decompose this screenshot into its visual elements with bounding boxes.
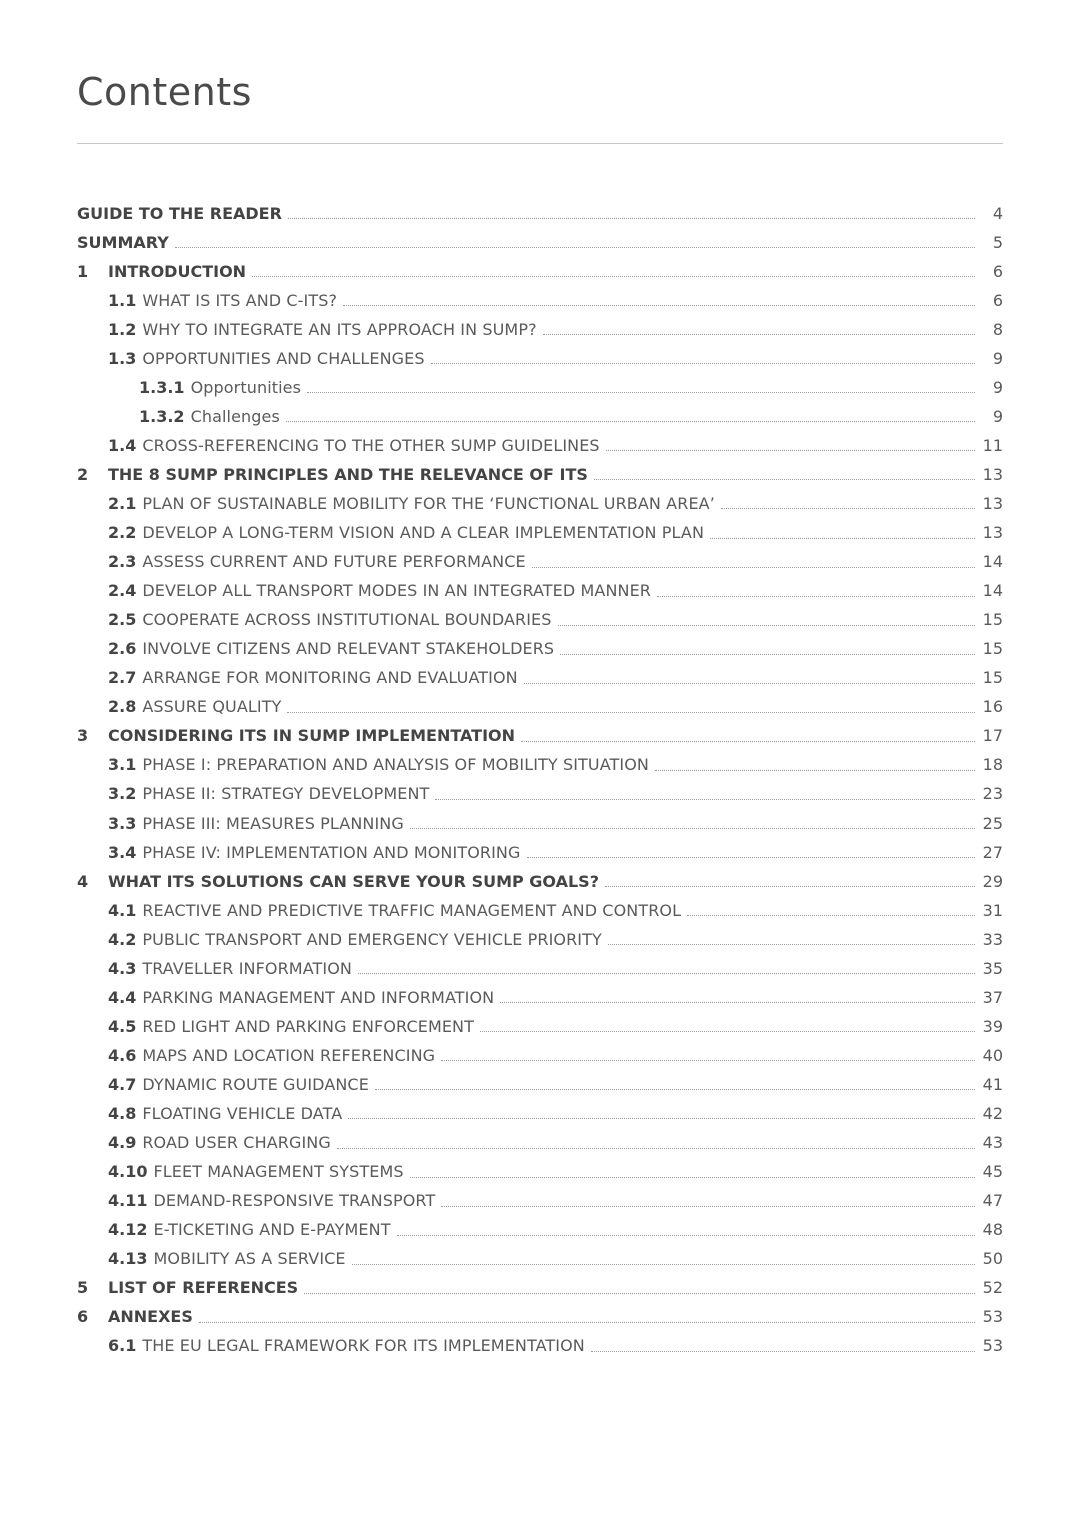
toc-entry-label: THE EU LEGAL FRAMEWORK FOR ITS IMPLEMENTATION (142, 1336, 585, 1356)
toc-entry-label: ROAD USER CHARGING (142, 1133, 331, 1153)
toc-entry[interactable] (77, 548, 1003, 577)
toc-page-number: 8 (992, 319, 1003, 339)
toc-section-number: 2.5 (108, 610, 137, 630)
dot-leader (431, 363, 975, 364)
toc-page-number: 13 (982, 464, 1003, 484)
toc-entry[interactable] (77, 664, 1003, 693)
toc-page-number: 29 (982, 871, 1003, 891)
toc-page-number: 18 (982, 755, 1003, 775)
dot-leader (558, 625, 975, 626)
dot-leader (606, 450, 975, 451)
toc-page-number: 41 (982, 1074, 1003, 1094)
toc-section-number: 4.6 (108, 1045, 137, 1065)
toc-section-number: 2.7 (108, 668, 137, 688)
toc-entry[interactable] (77, 925, 1003, 954)
toc-entry[interactable] (77, 838, 1003, 867)
dot-leader (307, 392, 975, 393)
toc-section-number: 4.11 (108, 1191, 148, 1211)
toc-entry[interactable] (77, 1099, 1003, 1128)
title-divider (77, 143, 1003, 144)
toc-page-number: 27 (982, 842, 1003, 862)
toc-entry-label: PLAN OF SUSTAINABLE MOBILITY FOR THE ‘FUNCTIONAL URBAN AREA’ (142, 493, 715, 513)
toc-page-number: 14 (982, 581, 1003, 601)
dot-leader (441, 1206, 975, 1207)
toc-page-number: 43 (982, 1133, 1003, 1153)
toc-page-number: 4 (992, 203, 1003, 223)
toc-section-number: 3.2 (108, 784, 137, 804)
dot-leader (199, 1322, 975, 1323)
dot-leader (500, 1002, 975, 1003)
toc-entry[interactable] (77, 1158, 1003, 1187)
table-of-contents (77, 199, 1003, 1361)
toc-entry[interactable] (77, 228, 1003, 257)
toc-page-number: 50 (982, 1249, 1003, 1269)
toc-entry-label: WHAT IS ITS AND C-ITS? (142, 290, 338, 310)
toc-chapter-number: 5 (77, 1278, 89, 1298)
toc-section-number: 1.4 (108, 435, 137, 455)
toc-page-number: 39 (982, 1016, 1003, 1036)
toc-section-number: 6.1 (108, 1336, 137, 1356)
dot-leader (175, 247, 975, 248)
toc-page-number: 15 (982, 639, 1003, 659)
toc-entry[interactable] (77, 722, 1003, 751)
toc-entry[interactable] (77, 577, 1003, 606)
toc-entry-label: PHASE III: MEASURES PLANNING (142, 813, 404, 833)
toc-page-number: 6 (992, 290, 1003, 310)
toc-page-number: 37 (982, 987, 1003, 1007)
toc-entry[interactable] (77, 693, 1003, 722)
toc-page-number: 45 (982, 1162, 1003, 1182)
toc-entry-label: WHAT ITS SOLUTIONS CAN SERVE YOUR SUMP GOALS? (108, 871, 599, 891)
toc-entry-label: ASSESS CURRENT AND FUTURE PERFORMANCE (142, 552, 526, 572)
toc-section-number: 2.3 (108, 552, 137, 572)
toc-page-number: 13 (982, 523, 1003, 543)
toc-entry[interactable] (77, 809, 1003, 838)
dot-leader (721, 508, 975, 509)
toc-entry-label: THE 8 SUMP PRINCIPLES AND THE RELEVANCE OF ITS (108, 464, 588, 484)
dot-leader (358, 973, 975, 974)
dot-leader (435, 799, 975, 800)
dot-leader (710, 538, 975, 539)
toc-section-number: 3.1 (108, 755, 137, 775)
toc-entry[interactable] (77, 315, 1003, 344)
toc-entry[interactable] (77, 1216, 1003, 1245)
dot-leader (375, 1089, 975, 1090)
toc-page-number: 53 (982, 1336, 1003, 1356)
toc-entry[interactable] (77, 402, 1003, 431)
dot-leader (655, 770, 975, 771)
dot-leader (343, 305, 975, 306)
toc-entry[interactable] (77, 373, 1003, 402)
toc-entry-label: TRAVELLER INFORMATION (142, 958, 352, 978)
toc-entry-label: INVOLVE CITIZENS AND RELEVANT STAKEHOLDERS (142, 639, 555, 659)
toc-entry-label: CONSIDERING ITS IN SUMP IMPLEMENTATION (108, 726, 516, 746)
toc-chapter-number: 3 (77, 726, 89, 746)
toc-page-number: 35 (982, 958, 1003, 978)
toc-entry-label: DEVELOP A LONG-TERM VISION AND A CLEAR IMPLEMENTATION PLAN (142, 523, 705, 543)
toc-entry-label: MOBILITY AS A SERVICE (153, 1249, 346, 1269)
toc-entry[interactable] (77, 1245, 1003, 1274)
toc-entry-label: Opportunities (190, 377, 302, 397)
toc-section-number: 2.6 (108, 639, 137, 659)
toc-page-number: 33 (982, 929, 1003, 949)
toc-page-number: 47 (982, 1191, 1003, 1211)
toc-section-number: 3.4 (108, 842, 137, 862)
toc-entry[interactable] (77, 257, 1003, 286)
dot-leader (524, 683, 975, 684)
toc-page-number: 11 (982, 435, 1003, 455)
toc-entry-label: REACTIVE AND PREDICTIVE TRAFFIC MANAGEMENT AND CONTROL (142, 900, 682, 920)
dot-leader (594, 479, 975, 480)
toc-entry-label: FLOATING VEHICLE DATA (142, 1103, 343, 1123)
toc-entry[interactable] (77, 896, 1003, 925)
toc-entry[interactable] (77, 431, 1003, 460)
toc-section-number: 1.1 (108, 290, 137, 310)
toc-entry-label: OPPORTUNITIES AND CHALLENGES (142, 348, 425, 368)
toc-section-number: 1.3.2 (139, 406, 185, 426)
toc-entry-label: DEMAND-RESPONSIVE TRANSPORT (153, 1191, 436, 1211)
toc-entry[interactable] (77, 1332, 1003, 1361)
dot-leader (304, 1293, 975, 1294)
dot-leader (337, 1148, 975, 1149)
dot-leader (441, 1060, 975, 1061)
toc-page-number: 40 (982, 1045, 1003, 1065)
toc-entry[interactable] (77, 780, 1003, 809)
toc-entry-label: WHY TO INTEGRATE AN ITS APPROACH IN SUMP? (142, 319, 537, 339)
toc-section-number: 4.7 (108, 1074, 137, 1094)
dot-leader (252, 276, 975, 277)
toc-entry[interactable] (77, 1041, 1003, 1070)
toc-page-number: 42 (982, 1103, 1003, 1123)
toc-section-number: 2.2 (108, 523, 137, 543)
toc-page-number: 48 (982, 1220, 1003, 1240)
toc-page-number: 5 (992, 232, 1003, 252)
toc-entry-label: ANNEXES (108, 1307, 193, 1327)
dot-leader (657, 596, 975, 597)
toc-entry-label: PHASE I: PREPARATION AND ANALYSIS OF MOBILITY SITUATION (142, 755, 649, 775)
toc-entry-label: E-TICKETING AND E-PAYMENT (153, 1220, 391, 1240)
dot-leader (410, 828, 975, 829)
toc-page-number: 14 (982, 552, 1003, 572)
toc-section-number: 1.3.1 (139, 377, 185, 397)
toc-entry[interactable] (77, 606, 1003, 635)
toc-page-number: 9 (992, 377, 1003, 397)
dot-leader (521, 741, 975, 742)
dot-leader (288, 218, 975, 219)
toc-entry[interactable] (77, 867, 1003, 896)
toc-entry-label: DEVELOP ALL TRANSPORT MODES IN AN INTEGRATED MANNER (142, 581, 652, 601)
toc-entry-label: PHASE II: STRATEGY DEVELOPMENT (142, 784, 430, 804)
toc-chapter-number: 2 (77, 464, 89, 484)
toc-section-number: 4.10 (108, 1162, 148, 1182)
toc-entry-label: LIST OF REFERENCES (108, 1278, 299, 1298)
toc-page-number: 6 (992, 261, 1003, 281)
toc-page-number: 17 (982, 726, 1003, 746)
toc-entry-label: GUIDE TO THE READER (77, 203, 282, 223)
toc-section-number: 4.12 (108, 1220, 148, 1240)
toc-entry-label: COOPERATE ACROSS INSTITUTIONAL BOUNDARIES (142, 610, 552, 630)
toc-entry[interactable] (77, 286, 1003, 315)
toc-entry[interactable] (77, 489, 1003, 518)
toc-chapter-number: 1 (77, 261, 89, 281)
toc-entry[interactable] (77, 460, 1003, 489)
toc-page-number: 52 (982, 1278, 1003, 1298)
dot-leader (287, 712, 975, 713)
toc-section-number: 2.8 (108, 697, 137, 717)
toc-section-number: 4.4 (108, 987, 137, 1007)
toc-entry-label: PUBLIC TRANSPORT AND EMERGENCY VEHICLE PRIORITY (142, 929, 602, 949)
toc-page-number: 31 (982, 900, 1003, 920)
toc-page-number: 16 (982, 697, 1003, 717)
toc-chapter-number: 6 (77, 1307, 89, 1327)
toc-section-number: 4.2 (108, 929, 137, 949)
toc-entry-label: MAPS AND LOCATION REFERENCING (142, 1045, 436, 1065)
toc-page-number: 9 (992, 348, 1003, 368)
dot-leader (543, 334, 975, 335)
dot-leader (527, 857, 976, 858)
toc-entry[interactable] (77, 1012, 1003, 1041)
toc-entry[interactable] (77, 954, 1003, 983)
dot-leader (560, 654, 975, 655)
toc-entry-label: PHASE IV: IMPLEMENTATION AND MONITORING (142, 842, 521, 862)
dot-leader (410, 1177, 975, 1178)
toc-page-number: 53 (982, 1307, 1003, 1327)
toc-section-number: 1.3 (108, 348, 137, 368)
toc-entry[interactable] (77, 519, 1003, 548)
page-title: Contents (77, 70, 252, 114)
toc-section-number: 4.9 (108, 1133, 137, 1153)
toc-entry[interactable] (77, 1129, 1003, 1158)
toc-entry[interactable] (77, 983, 1003, 1012)
toc-entry-label: ASSURE QUALITY (142, 697, 282, 717)
toc-entry[interactable] (77, 1070, 1003, 1099)
toc-page-number: 23 (982, 784, 1003, 804)
toc-section-number: 4.3 (108, 958, 137, 978)
toc-section-number: 2.4 (108, 581, 137, 601)
dot-leader (352, 1264, 975, 1265)
toc-entry[interactable] (77, 1187, 1003, 1216)
dot-leader (480, 1031, 975, 1032)
toc-section-number: 4.13 (108, 1249, 148, 1269)
toc-page-number: 13 (982, 493, 1003, 513)
dot-leader (532, 567, 975, 568)
toc-chapter-number: 4 (77, 871, 89, 891)
dot-leader (348, 1118, 975, 1119)
toc-section-number: 4.5 (108, 1016, 137, 1036)
dot-leader (608, 944, 975, 945)
toc-section-number: 4.8 (108, 1103, 137, 1123)
toc-page-number: 9 (992, 406, 1003, 426)
toc-entry-label: INTRODUCTION (108, 261, 247, 281)
toc-entry-label: FLEET MANAGEMENT SYSTEMS (153, 1162, 404, 1182)
toc-entry-label: SUMMARY (77, 232, 169, 252)
toc-section-number: 3.3 (108, 813, 137, 833)
toc-entry[interactable] (77, 1274, 1003, 1303)
dot-leader (397, 1235, 975, 1236)
toc-entry-label: DYNAMIC ROUTE GUIDANCE (142, 1074, 369, 1094)
toc-entry[interactable] (77, 1303, 1003, 1332)
dot-leader (591, 1351, 975, 1352)
toc-entry-label: RED LIGHT AND PARKING ENFORCEMENT (142, 1016, 475, 1036)
toc-entry-label: PARKING MANAGEMENT AND INFORMATION (142, 987, 495, 1007)
toc-page-number: 15 (982, 668, 1003, 688)
toc-page-number: 15 (982, 610, 1003, 630)
dot-leader (687, 915, 975, 916)
toc-section-number: 2.1 (108, 493, 137, 513)
toc-entry[interactable] (77, 635, 1003, 664)
dot-leader (286, 421, 975, 422)
toc-entry-label: CROSS-REFERENCING TO THE OTHER SUMP GUIDELINES (142, 435, 600, 455)
dot-leader (605, 886, 975, 887)
toc-entry-label: ARRANGE FOR MONITORING AND EVALUATION (142, 668, 518, 688)
toc-entry[interactable] (77, 344, 1003, 373)
toc-entry[interactable] (77, 199, 1003, 228)
toc-entry-label: Challenges (190, 406, 280, 426)
toc-section-number: 4.1 (108, 900, 137, 920)
toc-section-number: 1.2 (108, 319, 137, 339)
toc-entry[interactable] (77, 751, 1003, 780)
toc-page-number: 25 (982, 813, 1003, 833)
